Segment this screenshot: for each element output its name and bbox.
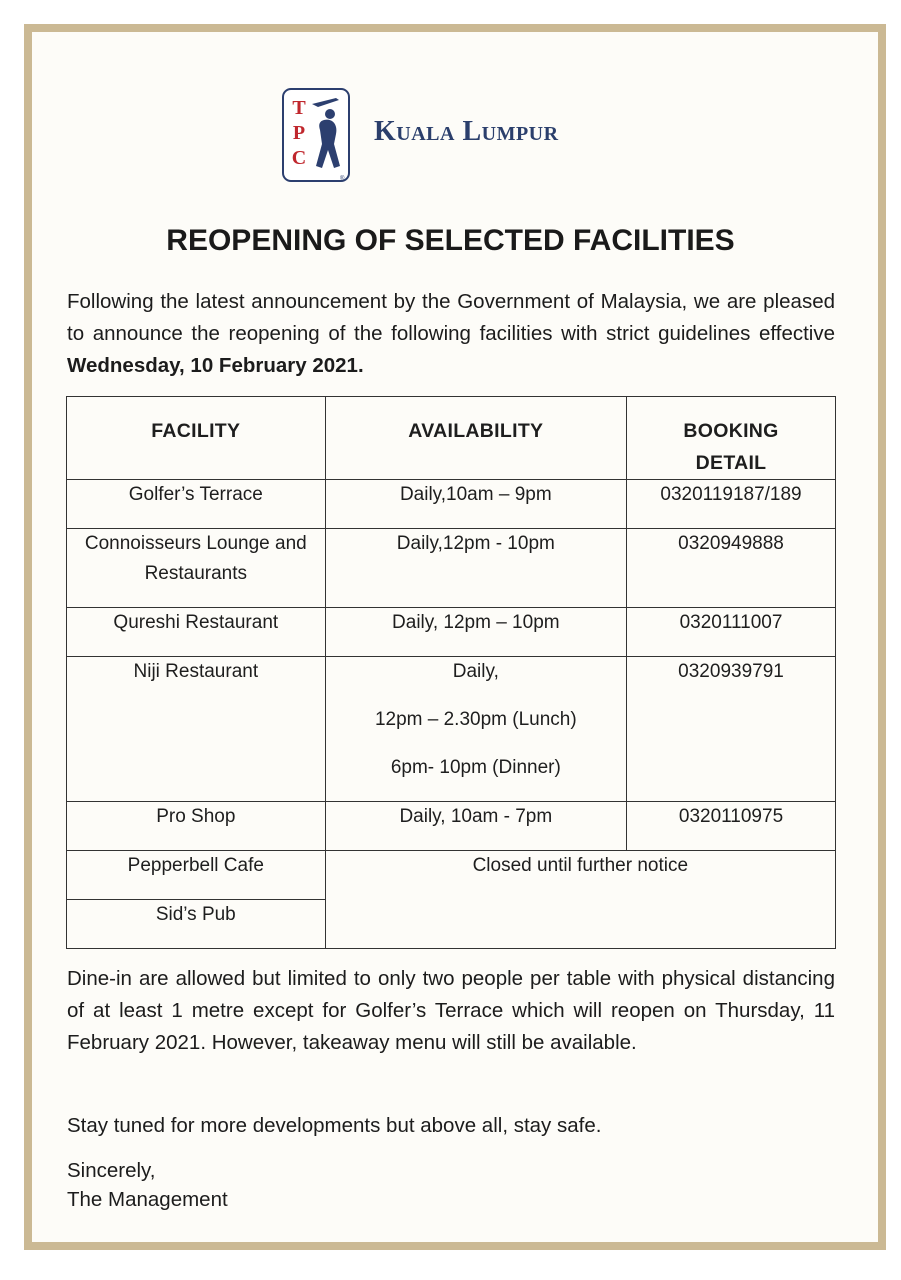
intro-paragraph [67, 286, 835, 382]
booking-cell: 0320110975 [627, 802, 836, 851]
table-header-row [67, 397, 836, 480]
golfer-icon [306, 94, 346, 176]
facility-cell: Pepperbell Cafe [67, 851, 326, 900]
closed-note-cell: Closed until further notice [325, 851, 835, 949]
facilities-table [66, 396, 836, 949]
availability-cell: Daily,12pm - 10pm [325, 529, 626, 608]
trademark-mark: ® [340, 176, 345, 182]
header-facility: FACILITY [67, 397, 326, 480]
facility-cell: Pro Shop [67, 802, 326, 851]
booking-cell: 0320939791 [627, 657, 836, 802]
signoff-signature: The Management [67, 1188, 228, 1211]
availability-cell: Daily, 10am - 7pm [325, 802, 626, 851]
table-row [67, 851, 836, 900]
booking-cell: 0320111007 [627, 608, 836, 657]
logo-letter-c: C [291, 147, 307, 169]
logo-letter-p: P [292, 122, 306, 144]
table-row [67, 608, 836, 657]
header-availability: AVAILABILITY [325, 397, 626, 480]
table-row [67, 657, 836, 802]
stay-tuned-paragraph: Stay tuned for more developments but above all, stay safe. [67, 1114, 602, 1137]
table-row [67, 529, 836, 608]
table-row [67, 802, 836, 851]
signoff-salutation: Sincerely, [67, 1159, 156, 1182]
logo-letter-t: T [292, 97, 306, 119]
availability-cell: Daily,10am – 9pm [325, 480, 626, 529]
intro-date: Wednesday, 10 February 2021. [67, 354, 364, 377]
tpc-logo [282, 88, 350, 182]
table-row [67, 480, 836, 529]
facility-cell: Niji Restaurant [67, 657, 326, 802]
facility-cell: Connoisseurs Lounge and Restaurants [67, 529, 326, 608]
booking-cell: 0320119187/189 [627, 480, 836, 529]
page-title: REOPENING OF SELECTED FACILITIES [166, 224, 735, 257]
header-booking-detail: BOOKING DETAIL [627, 397, 836, 480]
availability-line: 6pm- 10pm (Dinner) [390, 757, 561, 778]
facility-cell: Qureshi Restaurant [67, 608, 326, 657]
booking-cell: 0320949888 [627, 529, 836, 608]
dine-in-paragraph: Dine-in are allowed but limited to only two people per table with physical distancing of at least 1 metre except for Golfer’s Terrace which will reopen on Thursday, 11 February 2021. However, takeaway menu will still be available. [67, 967, 835, 1054]
availability-line: 12pm – 2.30pm (Lunch) [374, 709, 577, 730]
brand-title: Kuala Lumpur [374, 116, 559, 147]
availability-line: Daily, [452, 661, 499, 682]
signoff [67, 1156, 228, 1214]
availability-cell [325, 657, 626, 802]
availability-cell: Daily, 12pm – 10pm [325, 608, 626, 657]
facility-cell: Sid’s Pub [67, 900, 326, 949]
facility-cell: Golfer’s Terrace [67, 480, 326, 529]
intro-text: Following the latest announcement by the Government of Malaysia, we are pleased to announce the reopening of the following facilities with strict guidelines effective [67, 290, 835, 345]
